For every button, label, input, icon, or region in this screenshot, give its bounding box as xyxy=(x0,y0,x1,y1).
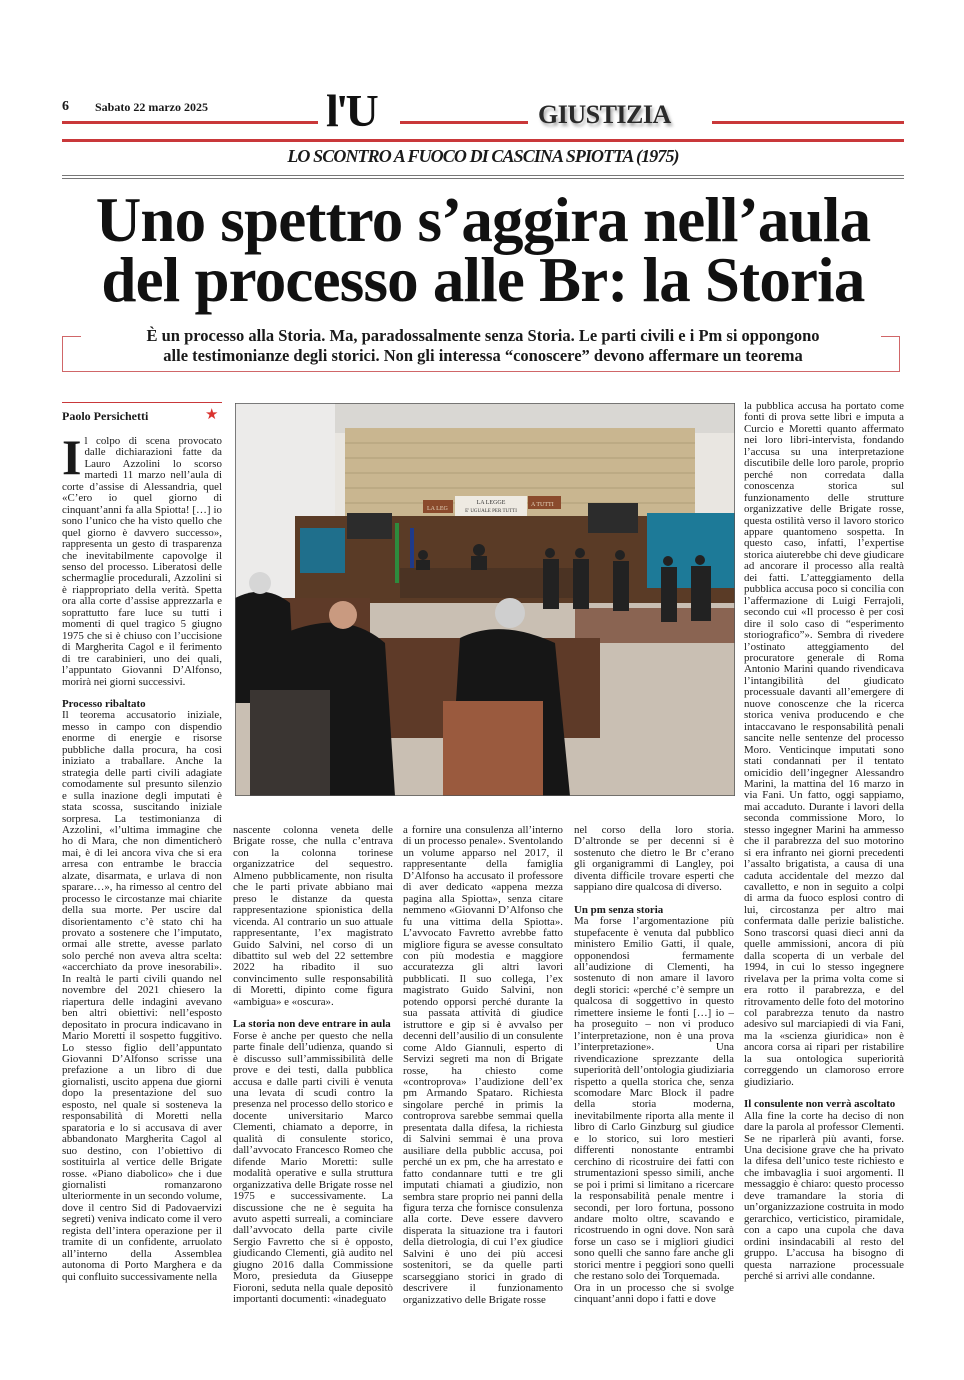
divider xyxy=(400,121,528,124)
subheading: Il consulente non verrà ascoltato xyxy=(744,1098,896,1111)
subtitle-line-2: alle testimonianze degli storici. Non gli interessa “conoscere” devono affermare un teorema xyxy=(163,345,803,365)
page-number: 6 xyxy=(62,99,69,114)
subheading: La storia non deve entrare in aula xyxy=(233,1018,391,1031)
paragraph: nascente colonna veneta delle Brigate rosse, che nulla c’entrava con la colonna torinese organizzatrice del sequestro. Almeno pubblicamente, non risulta che le parti private abbiano mai preso le distanze da questa rappresentazione spionistica della vicenda. Al contrario un suo attuale rappresentante, l’ex magistrato Guido Salvini, nel corso di un dibattito sul web del 22 settembre 2022 ha ribadito il suo convincimento sulle responsabilità di Moretti, dipinto come figura «ambigua» e «oscura». xyxy=(233,824,393,1008)
article-column-4 xyxy=(574,825,734,1306)
divider xyxy=(62,121,318,124)
article-column-2 xyxy=(233,825,393,1306)
issue-date: Sabato 22 marzo 2025 xyxy=(95,100,208,114)
paragraph: l colpo di scena provocato dalle dichiarazioni fatte da Lauro Azzolini lo scorso martedì 11 marzo nell’aula di corte d’assise di Alessandria, quel «C’ero io quel giorno di cinquant’anni fa alla Spiotta! […] io sono l’unico che ha visto quello che quel giorno è davvero successo», rappresenta un gesto di trasparenza che inevitabilmente capovolge il senso del processo. Liberatosi delle schermaglie procedurali, Azzolini si è riappropriato della verità. Spetta ora alla corte d’assise apprezzarla e soprattutto fare luce su tutti i momenti di quel tragico 5 giugno 1975 che si è chiuso con l’uccisione di Margherita Cagol e il ferimento di tre carabinieri, uno dei quali, l’appuntato Giovanni D’Alfonso, morirà nei giorni successivi. xyxy=(62,435,222,688)
subtitle-line-1: È un processo alla Storia. Ma, paradossalmente senza Storia. Le parti civili e i Pm si oppongono xyxy=(146,326,820,345)
courtroom-photo xyxy=(235,403,735,796)
headline-line-1: Uno spettro s’aggira nell’aula xyxy=(95,185,871,255)
sign-right-text: A TUTTI xyxy=(531,502,554,508)
article-column-1 xyxy=(62,429,222,1283)
paragraph: a fornire una consulenza all’interno di un processo penale». Sventolando un volume apparso nel 2017, il rappresentante della famiglia D’Alfonso ha accusato il professore di aver dedicato «appena mezza pagina alla Spiotta», senza citare nemmeno «Giovanni D’Alfonso che fu una vittima della Spiotta». L’avvocato Favretto avrebbe fatto migliore figura se avesse consultato con più modestia e maggiore accuratezza gli altri lavori pubblicati. Il suo collega, l’ex magistrato Guido Salvini, non potendo opporsi perché durante la sua passata attività di giudice istruttore e gip si è avvalso per decenni dell’ausilio di un consulente come Aldo Giannuli, esperto di Servizi segreti ma non di Brigate rosse, ha chiesto come «controprova» l’audizione dell’ex pm Armando Spataro. Richiesta singolare perché in primis la controprova sarebbe semmai quella presentata dalla difesa, la richiesta di Salvini semmai è una prova ausiliare della pubblic accusa, poi perché un ex pm, che ha arrestato e fatto condannare tutti e tre gli imputati chiamati a giudizio, non sembra stare proprio nei panni della figura terza che fornisce consulenza alla corte. Deve essere davvero disperata la situazione tra i fautori della dietrologia, di cui l’ex giudice Salvini è uno dei più accesi sostenitori, se da quelle parti scarseggiano storici in grado di descrivere il funzionamento organizzativo delle Brigate rosse xyxy=(403,824,563,1306)
divider xyxy=(62,139,904,142)
divider xyxy=(712,121,904,124)
headline-line-2: del processo alle Br: la Storia xyxy=(101,245,865,315)
subtitle xyxy=(62,326,904,365)
newspaper-logo: l'U xyxy=(326,85,376,136)
subheading: Processo ribaltato xyxy=(62,697,146,710)
paragraph: Ora in un processo che si svolge cinquant’anni dopo i fatti e dove xyxy=(574,1281,734,1306)
subheading: Un pm senza storia xyxy=(574,903,664,916)
paragraph: Ma forse l’argomentazione più stupefacente è venuta dal pubblico ministero Emilio Gatti, il quale, opponendosi fermamente all’audizione di Clementi, ha sostenuto di non amare il lavoro degli storici: «perché c’è sempre un qualcosa di soggettivo in questo rimettere insieme le fonti […] io – ha proseguito – non vi produco l’interpretazione, non è una prova l’interpretazione». Una rivendicazione sprezzante della superiorità dell’ontologia giudiziaria rispetto a quella storica che, senza scomodare Marc Block il padre della storia moderna, inevitabilmente riporta alla mente il libro di Carlo Ginzburg sul giudice e lo storico, sui loro mestieri differenti nonostante entrambi cerchino di ricostruire dei fatti con strumentazioni spesso simili, anche se poi i primi si limitano a ricercare la responsabilità penale mentre i secondi, per loro fortuna, possono andare molto oltre, scavando e ricostruendo in ogni dove. Non sarà forse un caso se i migliori giudici sono quelli che sanno fare anche gli storici mentre i peggiori sono quelli che restano solo dei Torquemada. xyxy=(574,915,734,1283)
section-title: GIUSTIZIA xyxy=(538,100,671,129)
paragraph: Alla fine la corte ha deciso di non dare la parola al professor Clementi. Se ne riparlerà più avanti, forse. Una decisione grave che ha privato la difesa dell’unico teste richiesto e che imbavaglia i suoi argomenti. Il messaggio è chiaro: questo processo deve tramandare la storia di un’organizzazione costruita in modo gerarchico, verticistico, piramidale, con a capo una cupola che dava ordini insindacabili al resto del gruppo. L’accusa ha bisogno di questa narrazione processuale perché si arrivi alle condanne. xyxy=(744,1109,904,1282)
article-column-5 xyxy=(744,401,904,1282)
author-byline: Paolo Persichetti xyxy=(62,409,149,423)
paragraph: nel corso della loro storia. D’altronde se per decenni si è sostenuto che dietro le Br c’erano gli organigrammi di Langley, poi diventa difficile trovare esperti che sappiano dire qualcosa di diverso. xyxy=(574,824,734,894)
kicker: LO SCONTRO A FUOCO DI CASCINA SPIOTTA (1975) xyxy=(287,146,679,166)
star-icon: ★ xyxy=(205,407,219,423)
paragraph: la pubblica accusa ha portato come fonti di prova sette libri e imputa a Curcio e Moretti quanto affermato nei loro libri-intervista, fondando l’accusa su una interpretazione discutibile delle loro parole, proprio perché non corredata dalla conoscenza storica sul funzionamento delle strutture organizzative delle Brigate rosse, questa ostilità verso il lavoro storico appare quantomeno sospetta. In questo caso, infatti, l’expertise storica aiuterebbe chi deve giudicare ad ancorare il processo alla realtà dei fatti. L’atteggiamento della pubblica accusa poco si concilia con l’affermazione di Luigi Ferrajoli, secondo cui «Il processo è per così dire il solo caso di “esperimento storiografico”». Sembra di rivedere l’ostinato atteggiamento del procuratore generale di Roma Antonio Marini quando rivendicava l’intangibilità del giudicato processuale davanti all’emergere di nuove conoscenze che la ricerca storica veniva producendo e che intaccavano le responsabilità penali sancite nelle sentenze del processo Moro. Venticinque imputati sono stati condannati per il tentato omicidio dell’ingegner Alessandro Marini, la mattina del 16 marzo in via Fani. Un fatto, oggi sappiamo, mai accaduto. Durante i lavori della seconda commissione Moro, lo stesso ingegner Marini ha ammesso che il parabrezza del suo motorino si era infranto nei giorni precedenti l’assalto brigatista, a causa di una caduta accidentale del mezzo dal cavalletto, e non in seguito a colpi di arma da fuoco esplosi contro di lui, circostanza per altro mai confermata dalle perizie balistiche. Sono trascorsi quasi dieci anni da quelle ammissioni, ancora di più dalla scoperta di un verbale del 1994, in cui lo stesso ingegnere rivelava per la prima volta come si era rotto il parabrezza, e del ritrovamento delle foto del motorino col parabrezza tenuto da nastro adesivo sul marciapiedi di via Fani, ma la «scienza giuridica» non è ancora corsa ai ripari per ristabilire la sua ontologica superiorità correggendo un clamoroso errore giudiziario. xyxy=(744,400,904,1088)
divider xyxy=(62,402,222,403)
paragraph: Forse è anche per questo che nella parte finale dell’udienza, quando si è discusso sull’ammissibilità delle prove e dei testi, dalla pubblica accusa e dalle parti civili è venuta una levata di scudi contro la presenza nel processo dello storico e docente universitario Marco Clementi, chiamato a deporre, in qualità di consulente storico, dall’avvocato Francesco Romeo che difende Mario Moretti: sulle modalità operative e sulla struttura organizzativa delle Brigate rosse nel 1975 e successivamente. La discussione che ne è seguita ha avuto aspetti surreali, a cominciare dall’avvocato della parte civile Sergio Favretto che si è opposto, giudicando Clementi, già audito nel giugno 2016 dalla Commissione Moro, presieduta da Giuseppe Fioroni, seduta nella quale depositò importanti documenti: «inadeguato xyxy=(233,1029,393,1306)
article-column-3 xyxy=(403,825,563,1306)
divider xyxy=(62,175,904,179)
sign-left-text: LA LEG xyxy=(427,506,448,512)
paragraph: Il teorema accusatorio iniziale, messo in campo con dispendio enorme di energie e risorse pubbliche dalla procura, ha così iniziato a traballare. Anche la strategia delle parti civili adagiate comodamente sul presunto silenzio e sulla inazione degli imputati è stata scossa, suscitando iniziale sorpresa. La testimonianza di Azzolini, «l’ultima immagine che ho di Mara, che non dimenticherò mai, è di lei ancora viva che si era arresa con entrambe le braccia alzate, disarmata, e urlava di non sparare…», ha rimesso al centro del processo le circostanze mai chiarite della sua morte. Per uscire dal disorientamento c’è stato chi ha provato a sostenere che l’imputato, ormai alle strette, avesse parlato solo perché non aveva altra scelta: «accerchiato da prove inesorabili». In realtà le parti civili quando nel novembre del 2021 chiesero la riapertura delle indagini avevano ben altri obiettivi: nell’esposto depositato in procura indicavano in Mario Moretti il sospetto fuggitivo. Lo stesso figlio dell’appuntato Giovanni D’Alfonso scrisse una prefazione a un libro di due giornalisti, uscito appena due giorni dopo la presentazione del suo esposto, nel quale si sosteneva la responsabilità di Moretti nella sparatoria e lo si accusava di aver abbandonato Margherita Cagol al suo destino, con l’obiettivo di sostituirla al vertice delle Brigate rosse. «Piano diabolico» che i due giornalisti romanzarono ulteriormente in un secondo volume, dove il centro Sid di Padovaervizi segreti) veniva indicato come il vero regista dell’intera operazione per il tramite di un confidente, arruolato all’interno della Assemblea autonoma di Porto Marghera e da qui confluito successivamente nella xyxy=(62,709,222,1283)
sign-text-1: LA LEGGE xyxy=(476,500,506,506)
sign-text-2: E' UGUALE PER TUTTI xyxy=(465,509,517,514)
drop-cap: I xyxy=(62,429,82,485)
chair xyxy=(443,701,543,796)
